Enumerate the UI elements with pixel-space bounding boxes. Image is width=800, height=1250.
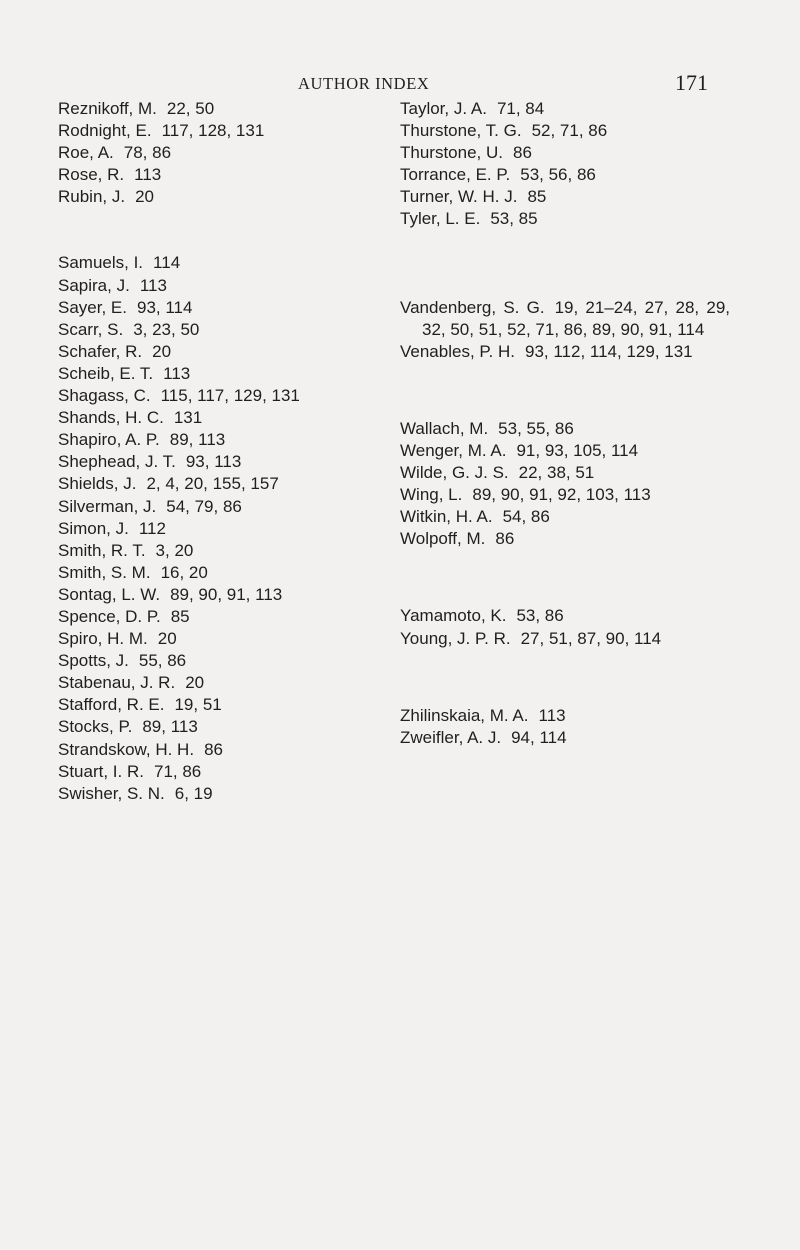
group-separator — [400, 650, 730, 705]
page-references: 71, 86 — [153, 761, 202, 781]
author-name: Young, J. P. R. — [400, 628, 511, 648]
index-entry — [58, 783, 358, 805]
index-entry — [58, 672, 358, 694]
index-letter-group — [58, 98, 358, 208]
author-name: Simon, J. — [58, 518, 129, 538]
author-name: Stabenau, J. R. — [58, 673, 176, 693]
author-name: Thurstone, U. — [400, 143, 503, 163]
author-name: Zhilinskaia, M. A. — [400, 705, 529, 725]
index-entry — [400, 98, 730, 120]
page-references: 55, 86 — [138, 651, 187, 671]
index-entry — [58, 142, 358, 164]
author-name: Smith, S. M. — [58, 562, 151, 582]
author-name: Roe, A. — [58, 143, 114, 163]
index-entry — [400, 528, 730, 550]
index-letter-group — [400, 418, 730, 551]
index-entry — [400, 186, 730, 208]
index-entry — [58, 186, 358, 208]
index-entry — [58, 562, 358, 584]
page-references: 20 — [157, 629, 177, 649]
index-entry — [400, 440, 730, 462]
author-name: Yamamoto, K. — [400, 606, 507, 626]
group-separator — [400, 550, 730, 605]
index-entry — [400, 418, 730, 440]
index-entry — [58, 451, 358, 473]
page-references: 85 — [170, 606, 190, 626]
index-entry — [58, 584, 358, 606]
author-name: Wenger, M. A. — [400, 440, 507, 460]
page-references: 52, 71, 86 — [531, 121, 608, 141]
author-name: Wing, L. — [400, 485, 463, 505]
page-references: 3, 23, 50 — [133, 319, 200, 339]
author-name: Smith, R. T. — [58, 540, 146, 560]
index-entry — [400, 341, 730, 363]
page-references: 93, 113 — [185, 452, 242, 472]
page-references: 112 — [138, 518, 166, 538]
author-name: Samuels, I. — [58, 253, 144, 273]
index-entry — [58, 275, 358, 297]
index-entry — [58, 473, 358, 495]
author-name: Strandskow, H. H. — [58, 739, 195, 759]
page-references: 19, 51 — [174, 695, 222, 715]
page-references: 117, 128, 131 — [161, 121, 265, 141]
index-entry — [400, 506, 730, 528]
group-separator — [400, 231, 730, 297]
page-references: 93, 112, 114, 129, 131 — [525, 341, 693, 361]
index-entry — [58, 341, 358, 363]
index-entry — [400, 605, 730, 627]
author-name: Shands, H. C. — [58, 408, 164, 428]
page-references: 89, 90, 91, 113 — [170, 584, 283, 604]
page-number: 171 — [675, 70, 708, 95]
page-references: 113 — [538, 705, 566, 725]
index-entry — [58, 164, 358, 186]
page-references: 53, 86 — [516, 606, 564, 626]
author-name: Turner, W. H. J. — [400, 187, 518, 207]
index-entry — [58, 98, 358, 120]
author-name: Spotts, J. — [58, 651, 129, 671]
page-references: 78, 86 — [123, 143, 172, 163]
index-entry — [58, 606, 358, 628]
author-name: Sapira, J. — [58, 275, 130, 295]
author-name: Venables, P. H. — [400, 341, 515, 361]
index-entry — [58, 297, 358, 319]
page-references: 86 — [495, 529, 515, 549]
author-name: Witkin, H. A. — [400, 507, 493, 527]
author-name: Wolpoff, M. — [400, 529, 486, 549]
page-references: 113 — [134, 165, 162, 185]
index-entry — [58, 252, 358, 274]
page-references: 89, 113 — [142, 717, 198, 737]
author-name: Torrance, E. P. — [400, 165, 511, 185]
page-references: 131 — [173, 408, 203, 428]
author-name: Rodnight, E. — [58, 121, 152, 141]
page-references: 20 — [185, 673, 205, 693]
author-name: Scheib, E. T. — [58, 363, 154, 383]
index-letter-group — [400, 297, 730, 363]
author-name: Tyler, L. E. — [400, 209, 481, 229]
index-entry — [400, 208, 730, 230]
page-references: 86 — [513, 143, 532, 163]
index-entry — [58, 540, 358, 562]
index-column-left — [58, 98, 358, 805]
page-references: 54, 79, 86 — [166, 496, 242, 516]
author-name: Silverman, J. — [58, 496, 157, 516]
index-entry — [400, 484, 730, 506]
page-references: 20 — [135, 187, 155, 207]
page-references: 93, 114 — [136, 297, 193, 317]
index-letter-group — [400, 705, 730, 749]
author-name: Rubin, J. — [58, 187, 126, 207]
author-name: Spence, D. P. — [58, 606, 161, 626]
page-references: 27, 51, 87, 90, 114 — [520, 628, 662, 648]
author-name: Sayer, E. — [58, 297, 127, 317]
index-entry — [400, 164, 730, 186]
page-references: 16, 20 — [160, 562, 208, 582]
author-name: Scarr, S. — [58, 319, 124, 339]
index-entry — [400, 142, 730, 164]
author-name: Wallach, M. — [400, 418, 489, 438]
index-entry — [58, 694, 358, 716]
page-references: 19, 21–24, 27, 28, 29, 32, 50, 51, 52, 71, 86, 89, 90, 91, 114 — [422, 297, 730, 339]
page-references: 89, 90, 91, 92, 103, 113 — [472, 485, 651, 505]
author-name: Wilde, G. J. S. — [400, 463, 509, 483]
page-references: 6, 19 — [174, 783, 213, 803]
author-name: Reznikoff, M. — [58, 99, 157, 118]
author-name: Rose, R. — [58, 165, 125, 185]
index-entry — [400, 705, 730, 727]
group-separator — [400, 363, 730, 418]
author-name: Swisher, S. N. — [58, 783, 165, 803]
page-header — [0, 70, 800, 100]
index-entry — [400, 120, 730, 142]
author-name: Spiro, H. M. — [58, 629, 148, 649]
author-name: Stafford, R. E. — [58, 695, 165, 715]
author-name: Taylor, J. A. — [400, 99, 487, 118]
author-name: Shephead, J. T. — [58, 452, 176, 472]
index-entry — [58, 650, 358, 672]
index-letter-group — [58, 252, 358, 804]
index-entry — [58, 716, 358, 738]
index-entry — [58, 385, 358, 407]
page-references: 53, 85 — [490, 209, 538, 229]
page-references: 53, 56, 86 — [520, 165, 596, 185]
page-references: 3, 20 — [155, 540, 194, 560]
page-references: 94, 114 — [511, 727, 567, 747]
index-entry — [58, 319, 358, 341]
author-name: Shields, J. — [58, 474, 137, 494]
author-name: Stuart, I. R. — [58, 761, 144, 781]
author-name: Zweifler, A. J. — [400, 727, 502, 747]
page-references: 71, 84 — [496, 99, 545, 118]
page-title: AUTHOR INDEX — [298, 74, 430, 93]
author-name: Sontag, L. W. — [58, 584, 161, 604]
index-entry — [58, 496, 358, 518]
index-entry — [58, 518, 358, 540]
author-name: Shagass, C. — [58, 386, 151, 406]
index-entry — [58, 407, 358, 429]
page-references: 91, 93, 105, 114 — [516, 440, 639, 460]
index-letter-group — [400, 605, 730, 649]
page-references: 22, 50 — [166, 99, 215, 118]
group-separator — [58, 208, 358, 252]
page-references: 89, 113 — [169, 430, 226, 450]
page-references: 86 — [204, 739, 223, 759]
page-references: 20 — [152, 341, 172, 361]
index-letter-group — [400, 98, 730, 231]
page-references: 113 — [163, 363, 191, 383]
index-column-right — [400, 98, 730, 749]
page-references: 114 — [153, 253, 181, 273]
page-references: 115, 117, 129, 131 — [160, 386, 300, 406]
index-entry — [58, 120, 358, 142]
author-name: Vandenberg, S. G. — [400, 297, 545, 317]
index-entry — [400, 727, 730, 749]
index-entry — [400, 297, 730, 341]
author-name: Shapiro, A. P. — [58, 430, 160, 450]
author-name: Thurstone, T. G. — [400, 121, 522, 141]
page-references: 85 — [527, 187, 547, 207]
index-entry — [58, 363, 358, 385]
page-references: 22, 38, 51 — [518, 463, 595, 483]
index-entry — [400, 462, 730, 484]
author-name: Stocks, P. — [58, 717, 133, 737]
page-references: 54, 86 — [502, 507, 550, 527]
page-references: 53, 55, 86 — [498, 418, 574, 438]
index-entry — [58, 761, 358, 783]
index-entry — [400, 628, 730, 650]
index-entry — [58, 429, 358, 451]
author-name: Schafer, R. — [58, 341, 143, 361]
page-references: 2, 4, 20, 155, 157 — [146, 474, 279, 494]
index-entry — [58, 739, 358, 761]
index-entry — [58, 628, 358, 650]
page-references: 113 — [139, 275, 167, 295]
